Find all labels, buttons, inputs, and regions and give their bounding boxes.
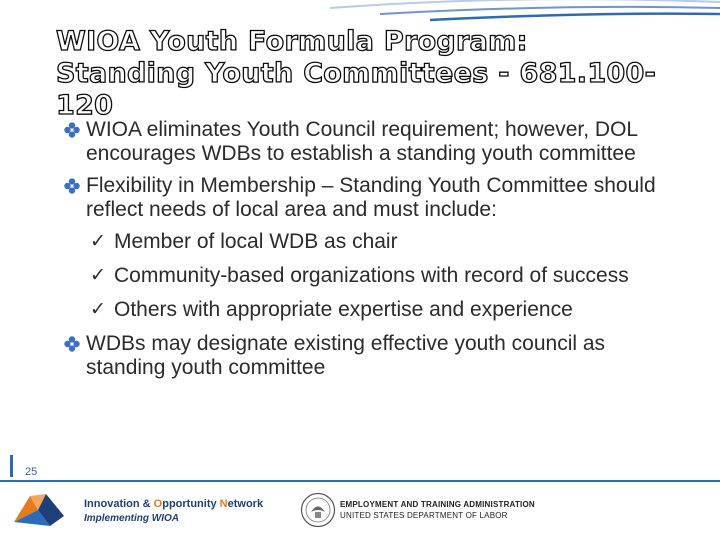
ion-brand-part: pportunity <box>162 498 220 510</box>
sub-bullet-item <box>64 264 684 288</box>
bullet-text: Flexibility in Membership – Standing Youth Committee should reflect needs of local area and must include: <box>86 174 656 221</box>
diamond-clover-bullet-icon <box>64 178 80 194</box>
diamond-clover-bullet-icon <box>64 336 80 352</box>
dol-seal-icon <box>300 492 336 528</box>
dol-branding <box>300 492 630 532</box>
ion-brand-part: etwork <box>227 498 264 510</box>
dol-agency-name: EMPLOYMENT AND TRAINING ADMINISTRATION <box>340 500 535 509</box>
ion-brand-highlight: O <box>153 498 163 510</box>
sub-bullet-text: Member of local WDB as chair <box>114 230 398 253</box>
diamond-clover-bullet-icon <box>64 122 80 138</box>
bullet-item <box>64 118 684 166</box>
ion-branding <box>10 488 290 532</box>
slide-content <box>64 118 684 388</box>
checkmark-icon: ✓ <box>90 265 106 286</box>
ion-brand-part: Innovation & <box>84 498 154 510</box>
slide-title-line1: WIOA Youth Formula Program: <box>56 26 528 57</box>
bullet-item <box>64 174 684 222</box>
slide-title-line2: Standing Youth Committees - 681.100-120 <box>56 58 657 121</box>
checkmark-icon: ✓ <box>90 231 106 252</box>
ion-brand-highlight: N <box>219 498 228 510</box>
checkmark-icon: ✓ <box>90 299 106 320</box>
bullet-item <box>64 332 684 380</box>
sub-bullet-item <box>64 230 684 254</box>
footer-divider <box>0 480 720 482</box>
bullet-text: WIOA eliminates Youth Council requirement; however, DOL encourages WDBs to establish a standing youth committee <box>86 118 638 165</box>
sub-bullet-text: Community-based organizations with record of success <box>114 264 629 287</box>
ion-tagline: Implementing WIOA <box>84 513 179 524</box>
ion-brand-name <box>84 498 263 510</box>
slide-title <box>56 26 696 122</box>
dol-department-name: UNITED STATES DEPARTMENT OF LABOR <box>340 511 508 520</box>
ion-logo-icon <box>10 488 70 532</box>
sub-bullet-item <box>64 298 684 322</box>
sub-bullet-text: Others with appropriate expertise and experience <box>114 298 573 321</box>
page-number: 25 <box>25 466 38 478</box>
page-number-marker <box>10 455 20 477</box>
bullet-text: WDBs may designate existing effective youth council as standing youth committee <box>86 332 606 379</box>
